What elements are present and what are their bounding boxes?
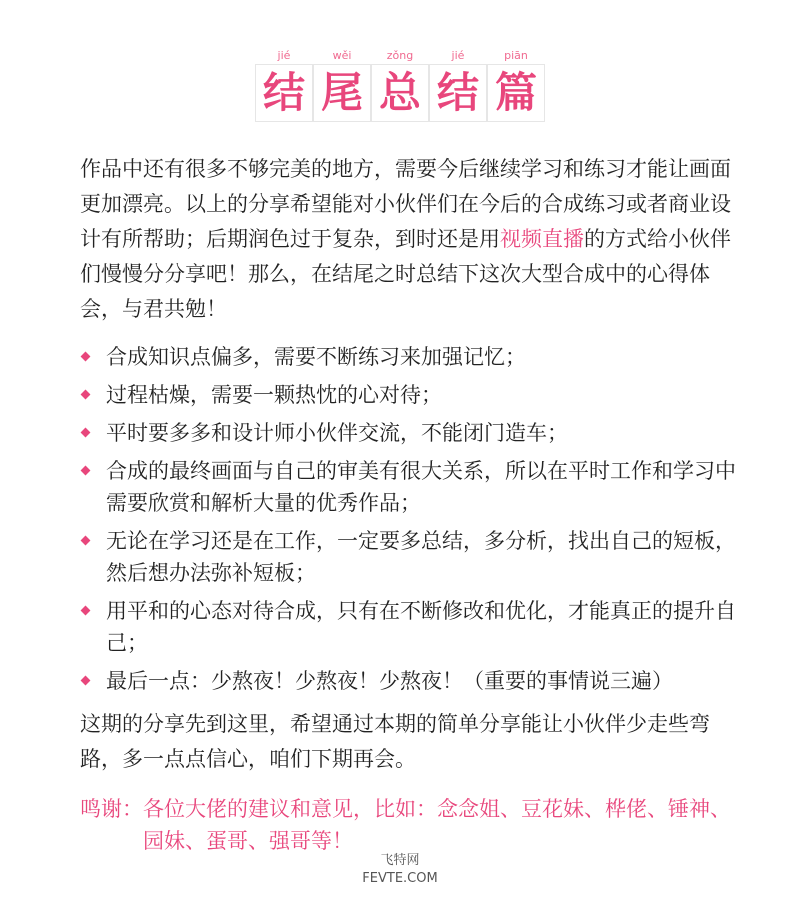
list-item <box>80 417 740 449</box>
watermark-cn: 飞特网 <box>380 853 420 868</box>
title-char <box>255 48 313 122</box>
list-item-text: 合成的最终画面与自己的审美有很大关系，所以在平时工作和学习中需要欣赏和解析大量的优秀作品； <box>106 459 736 515</box>
intro-text-continued: 的方式给小伙伴们慢慢分分享吧！那么，在结尾之时总结下这次大型合成中的心得体会，与君共勉！ <box>80 227 731 321</box>
diamond-bullet-icon <box>81 536 91 546</box>
title-hanzi: 总 <box>371 64 429 122</box>
title-hanzi: 结 <box>255 64 313 122</box>
title-char <box>429 48 487 122</box>
site-watermark <box>0 852 800 888</box>
title-pinyin: jié <box>277 49 291 62</box>
list-item-text: 最后一点：少熬夜！少熬夜！少熬夜！（重要的事情说三遍） <box>106 669 673 693</box>
acknowledgements-label: 鸣谢： <box>80 797 143 821</box>
list-item-text: 无论在学习还是在工作，一定要多总结，多分析，找出自己的短板，然后想办法弥补短板； <box>106 529 736 585</box>
watermark-url: FEVTE.COM <box>362 871 438 886</box>
title-pinyin: jié <box>451 49 465 62</box>
title-pinyin: piān <box>504 49 528 62</box>
title-pinyin: zǒng <box>386 49 414 62</box>
intro-paragraph <box>80 152 740 327</box>
list-item <box>80 455 740 519</box>
list-item-text: 合成知识点偏多，需要不断练习来加强记忆； <box>106 345 526 369</box>
title-char <box>313 48 371 122</box>
diamond-bullet-icon <box>81 428 91 438</box>
title-char <box>371 48 429 122</box>
title-pinyin: wěi <box>332 49 352 62</box>
title-hanzi: 篇 <box>487 64 545 122</box>
diamond-bullet-icon <box>81 466 91 476</box>
diamond-bullet-icon <box>81 676 91 686</box>
list-item <box>80 341 740 373</box>
list-item <box>80 379 740 411</box>
page-title <box>0 48 800 122</box>
title-char <box>487 48 545 122</box>
closing-paragraph: 这期的分享先到这里，希望通过本期的简单分享能让小伙伴少走些弯路，多一点点信心，咱们下期再会。 <box>80 712 710 771</box>
diamond-bullet-icon <box>81 606 91 616</box>
title-hanzi: 尾 <box>313 64 371 122</box>
acknowledgements-names: 各位大佬的建议和意见，比如：念念姐、豆花妹、桦佬、锤神、园妹、蛋哥、强哥等！ <box>143 797 731 853</box>
title-hanzi: 结 <box>429 64 487 122</box>
diamond-bullet-icon <box>81 352 91 362</box>
summary-list <box>80 341 740 697</box>
list-item-text: 平时要多多和设计师小伙伴交流，不能闭门造车； <box>106 421 568 445</box>
list-item-text: 用平和的心态对待合成，只有在不断修改和优化，才能真正的提升自己； <box>106 599 736 655</box>
video-live-highlight: 视频直播 <box>500 227 584 251</box>
list-item-text: 过程枯燥，需要一颗热忱的心对待； <box>106 383 442 407</box>
list-item <box>80 595 740 659</box>
intro-text: 作品中还有很多不够完美的地方，需要今后继续学习和练习才能让画面更加漂亮。以上的分享希望能对小伙伴们在今后的合成练习或者商业设计有所帮助；后期润色过于复杂，到时还是用 <box>80 157 731 251</box>
list-item <box>80 525 740 589</box>
list-item <box>80 665 740 697</box>
diamond-bullet-icon <box>81 390 91 400</box>
article-body <box>80 152 740 857</box>
acknowledgements <box>80 793 740 857</box>
